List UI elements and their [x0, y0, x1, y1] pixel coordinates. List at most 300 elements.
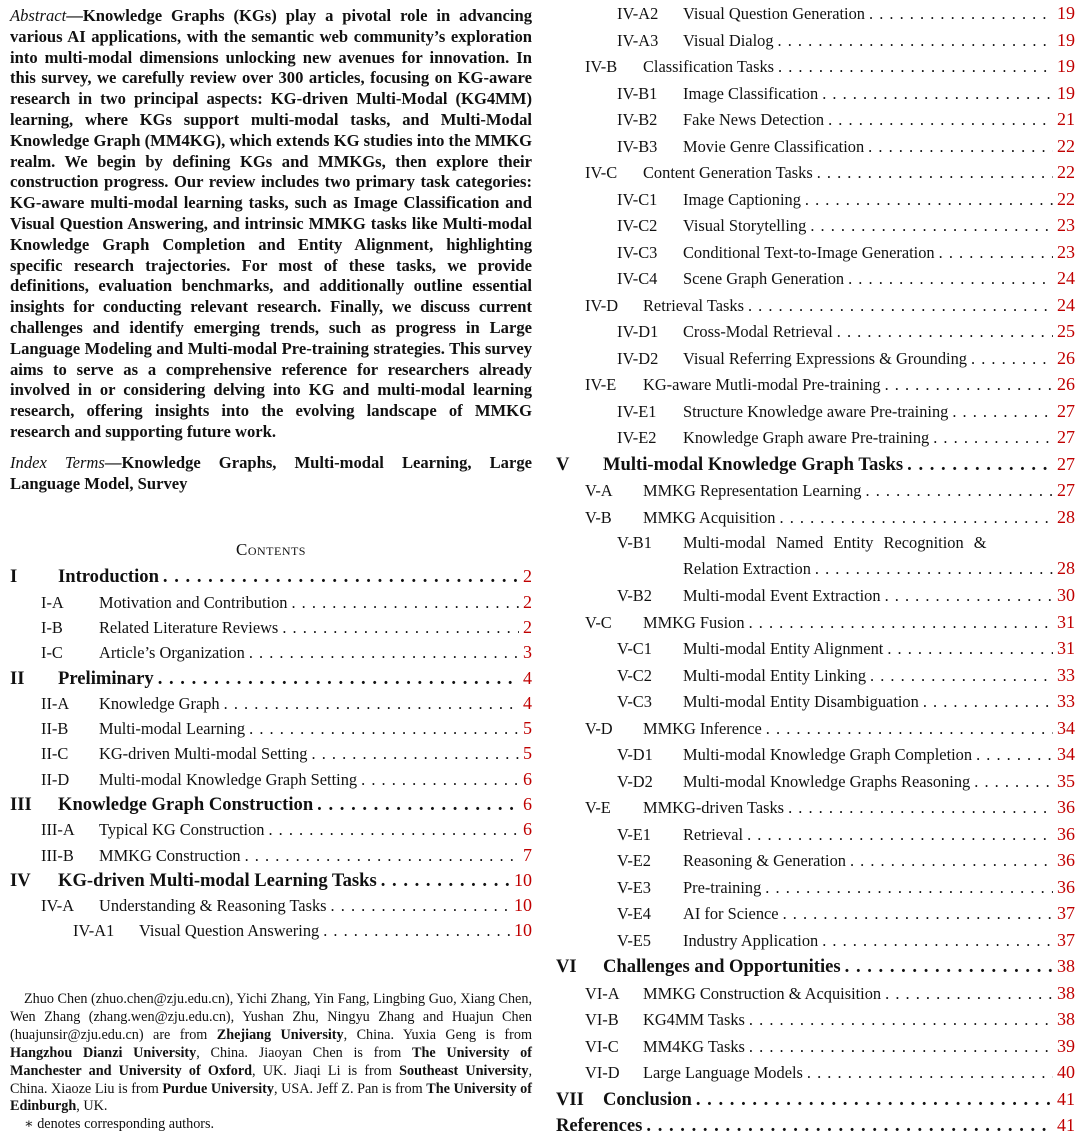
dot-leader	[807, 1063, 1053, 1083]
dot-leader	[765, 878, 1053, 898]
dot-leader	[923, 692, 1053, 712]
toc-num: V-E3	[617, 877, 651, 897]
toc-num: I-A	[41, 592, 64, 612]
dot-leader	[249, 643, 519, 663]
toc-title: Multi-modal Knowledge Graph Setting	[99, 769, 358, 789]
dot-leader	[158, 668, 519, 690]
toc-entry[interactable]	[556, 665, 1075, 692]
toc-title: KG4MM Tasks	[643, 1010, 745, 1029]
dot-leader	[885, 984, 1053, 1004]
toc-num: V-C3	[617, 692, 652, 711]
toc-entry[interactable]	[556, 744, 1075, 771]
toc-num: II-A	[41, 693, 70, 713]
toc-entry-references[interactable]	[556, 1115, 1075, 1142]
toc-entry[interactable]	[556, 374, 1075, 401]
toc-entry[interactable]	[556, 136, 1075, 163]
toc-num: III	[10, 794, 32, 815]
toc-page-link[interactable]: 28	[1057, 558, 1075, 578]
toc-num: V	[556, 453, 570, 475]
toc-num: IV-C1	[617, 189, 658, 209]
toc-page-link[interactable]: 28	[1057, 506, 1075, 527]
toc-page-link[interactable]: 23	[1057, 241, 1075, 262]
toc-entry[interactable]	[10, 794, 532, 819]
toc-page-link[interactable]: 34	[1057, 717, 1075, 738]
toc-page-link[interactable]: 24	[1057, 268, 1075, 288]
toc-entry[interactable]	[556, 109, 1075, 136]
toc-page-link[interactable]: 35	[1057, 770, 1075, 791]
toc-title: Pre-training	[683, 877, 762, 897]
toc-page-link[interactable]: 22	[1057, 162, 1075, 182]
toc-entry[interactable]	[556, 1009, 1075, 1036]
toc-title: Structure Knowledge aware Pre-training	[683, 401, 949, 421]
toc-page-link[interactable]: 7	[523, 844, 532, 865]
index-terms-text: —Knowledge Graphs, Multi-modal Learning, Large Language Model, Survey	[10, 452, 532, 493]
toc-entry[interactable]	[556, 771, 1075, 798]
toc-entry[interactable]	[556, 797, 1075, 824]
left-column	[10, 6, 532, 946]
toc-title: Visual Referring Expressions & Grounding	[683, 348, 967, 368]
toc-page-link[interactable]: 22	[1057, 135, 1075, 156]
toc-title: Retrieval Tasks	[643, 295, 744, 315]
toc-title: Article’s Organization	[99, 643, 245, 663]
dot-leader	[780, 508, 1053, 528]
toc-num: VI-D	[585, 1063, 620, 1082]
affiliation-text: , UK.	[76, 1098, 108, 1115]
dot-leader	[312, 744, 519, 764]
toc-entry[interactable]	[10, 819, 532, 844]
dot-leader	[866, 481, 1054, 501]
dot-leader	[317, 794, 519, 816]
toc-title: MMKG Construction & Acquisition	[643, 983, 882, 1003]
toc-title: Scene Graph Generation	[683, 269, 845, 288]
toc-page-link[interactable]: 31	[1057, 638, 1075, 658]
dot-leader	[291, 593, 519, 613]
toc-page-link[interactable]: 36	[1057, 876, 1075, 897]
toc-entry[interactable]	[556, 718, 1075, 745]
toc-title: Visual Question Generation	[683, 4, 866, 23]
toc-entry[interactable]	[556, 507, 1075, 534]
toc-title: Retrieval	[683, 824, 744, 844]
toc-title: Fake News Detection	[683, 110, 825, 129]
toc-page-link[interactable]: 27	[1057, 427, 1075, 447]
toc-num: II-C	[41, 744, 69, 764]
dot-leader	[845, 956, 1053, 978]
affiliation-institution: Hangzhou Dianzi University	[10, 1044, 197, 1061]
toc-entry[interactable]	[556, 189, 1075, 216]
dot-leader	[885, 375, 1053, 395]
toc-page-link[interactable]: 31	[1057, 611, 1075, 632]
toc-num: IV-C2	[617, 216, 658, 235]
toc-entry[interactable]	[556, 930, 1075, 957]
affiliation-text: Zhuo Chen (zhuo.chen@zju.edu.cn), Yichi Zhang, Yin Fang, Lingbing Guo, Xiang Chen, Wen Zhang (zhang.wen@zju.edu.cn), Yushan Zhu, Ningyu Zhang and Huajun Chen (huajunsir@zju.edu.cn) are from	[10, 991, 532, 1043]
toc-page-link[interactable]: 19	[1057, 56, 1075, 76]
toc-num: III-A	[41, 820, 75, 840]
toc-page-link[interactable]: 4	[523, 667, 532, 688]
toc-page-link[interactable]: 38	[1057, 1009, 1075, 1029]
toc-page-link[interactable]: 33	[1057, 664, 1075, 685]
dot-leader	[907, 454, 1053, 476]
toc-page-link[interactable]: 25	[1057, 321, 1075, 341]
toc-num: V-E1	[617, 824, 651, 844]
corresponding-note: ∗ denotes corresponding authors.	[24, 1116, 215, 1133]
toc-title: KG-driven Multi-modal Setting	[99, 744, 308, 764]
dot-leader	[976, 745, 1053, 765]
dot-leader	[224, 694, 519, 714]
toc-num: V-B	[585, 507, 612, 527]
dot-leader	[748, 296, 1053, 316]
toc-num: V-E4	[617, 904, 651, 923]
dot-leader	[646, 1115, 1053, 1137]
toc-entry[interactable]	[556, 1062, 1075, 1089]
dot-leader	[323, 921, 510, 941]
toc-num: V-E2	[617, 851, 651, 870]
dot-leader	[869, 4, 1053, 24]
toc-num: V-A	[585, 481, 613, 500]
dot-leader	[696, 1089, 1053, 1111]
toc-page-link[interactable]: 2	[523, 566, 532, 587]
toc-entry[interactable]	[10, 642, 532, 667]
toc-left	[10, 566, 532, 945]
toc-title: Visual Storytelling	[683, 216, 807, 235]
dot-leader	[361, 770, 519, 790]
toc-title: Knowledge Graph aware Pre-training	[683, 428, 930, 447]
toc-entry-continued[interactable]	[556, 558, 1075, 585]
toc-num: VI-A	[585, 983, 620, 1003]
affiliation-institution: Southeast University	[399, 1062, 529, 1079]
toc-title: Preliminary	[58, 667, 154, 689]
toc-page-link[interactable]: 38	[1057, 982, 1075, 1003]
toc-page-link[interactable]: 36	[1057, 823, 1075, 844]
toc-title: MMKG-driven Tasks	[643, 798, 785, 817]
toc-page-link[interactable]: 5	[523, 743, 532, 764]
toc-title: Multi-modal Learning	[99, 719, 246, 739]
toc-title: Visual Dialog	[683, 30, 774, 50]
toc-num: IV-E1	[617, 401, 657, 421]
toc-page-link[interactable]: 23	[1057, 215, 1075, 235]
dot-leader	[933, 428, 1053, 448]
toc-entry[interactable]	[10, 743, 532, 768]
toc-entry[interactable]	[556, 638, 1075, 665]
dot-leader	[868, 137, 1053, 157]
toc-entry[interactable]	[556, 215, 1075, 242]
dot-leader	[939, 243, 1053, 263]
toc-page-link[interactable]: 2	[523, 616, 532, 637]
abstract-text: —Knowledge Graphs (KGs) play a pivotal role in advancing various AI applications, with the semantic web community’s exploration into multi-modal dimensions unlocking new avenues for innovation. In this survey, we carefully review over 300 articles, focusing on KG-aware research in two principal aspects: KG-driven Multi-Modal (KG4MM) learning, where KGs support multi-modal tasks, and Multi-Modal Knowledge Graph (MM4KG), which extends KG studies into the MMKG realm. We begin by defining KGs and MMKGs, then explore their construction progress. Our review includes two primary task categories: KG-aware multi-modal learning tasks, such as Image Classification and Visual Question Answering, and intrinsic MMKG tasks like Multi-modal Knowledge Graph Completion and Entity Alignment, highlighting specific research trajectories. For most of these tasks, we provide definitions, evaluation benchmarks, and additionally outline essential insights for conducting relevant research. Finally, we discuss current challenges and identify emerging trends, such as progress in Large Language Modeling and Multi-modal Pre-training strategies. This survey aims to serve as a comprehensive reference for researchers already involved in or considering delving into KG and multi-modal learning research, offering insights into the evolving landscape of MMKG research and supporting future work.	[10, 6, 532, 441]
toc-num: VI	[556, 956, 577, 977]
toc-num: II	[10, 667, 25, 689]
affiliation-text: , China. Xiaoze Liu is from	[10, 1062, 532, 1097]
toc-page-link[interactable]: 19	[1057, 82, 1075, 103]
toc-num: IV-E2	[617, 428, 657, 447]
toc-page-link[interactable]: 19	[1057, 29, 1075, 50]
toc-num: IV-B2	[617, 110, 658, 129]
toc-title: Motivation and Contribution	[99, 592, 288, 612]
toc-title: Related Literature Reviews	[99, 617, 279, 637]
toc-num: V-D1	[617, 745, 653, 764]
toc-page-link[interactable]: 5	[523, 718, 532, 739]
toc-title: Knowledge Graph Construction	[58, 794, 314, 815]
toc-title: Challenges and Opportunities	[603, 956, 841, 977]
toc-title: MM4KG Tasks	[643, 1036, 745, 1056]
toc-entry[interactable]	[556, 401, 1075, 428]
dot-leader	[282, 618, 519, 638]
toc-title: Multi-modal Entity Alignment	[683, 639, 884, 658]
toc-title: Multi-modal Entity Disambiguation	[683, 692, 919, 711]
toc-num: V-B1	[617, 533, 652, 552]
dot-leader	[850, 851, 1053, 871]
dot-leader	[268, 820, 519, 840]
contents-title: Contents	[235, 540, 306, 560]
toc-title: KG-driven Multi-modal Learning Tasks	[58, 869, 377, 891]
toc-page-link[interactable]: 6	[523, 794, 532, 814]
toc-num: V-D2	[617, 771, 653, 791]
toc-page-link[interactable]: 24	[1057, 294, 1075, 315]
dot-leader	[783, 904, 1053, 924]
dot-leader	[749, 613, 1053, 633]
affiliation-text: , UK. Jiaqi Li is from	[252, 1062, 400, 1079]
toc-title: Conclusion	[603, 1088, 692, 1110]
toc-num: VII	[556, 1088, 584, 1110]
toc-page-link[interactable]: 34	[1057, 744, 1075, 764]
toc-num: II-B	[41, 719, 69, 739]
toc-entry[interactable]	[556, 321, 1075, 348]
toc-title: Understanding & Reasoning Tasks	[99, 896, 327, 916]
dot-leader	[822, 84, 1053, 104]
toc-page-link[interactable]: 27	[1057, 400, 1075, 421]
toc-title: MMKG Representation Learning	[643, 481, 862, 500]
toc-entry[interactable]	[10, 718, 532, 743]
dot-leader	[885, 586, 1053, 606]
toc-page-link[interactable]: 26	[1057, 347, 1075, 368]
dot-leader	[381, 870, 510, 892]
toc-page-link[interactable]: 22	[1057, 188, 1075, 209]
toc-page-link[interactable]: 38	[1057, 956, 1075, 976]
dot-leader	[974, 772, 1053, 792]
toc-entry[interactable]	[10, 895, 532, 920]
toc-num: V-C	[585, 612, 612, 632]
abstract-lead: Abstract	[10, 6, 67, 25]
toc-num: III-B	[41, 845, 74, 865]
toc-entry[interactable]	[556, 877, 1075, 904]
toc-entry[interactable]	[10, 920, 532, 945]
toc-entry[interactable]	[556, 83, 1075, 110]
right-column	[556, 3, 1075, 1142]
affiliation-institution: The University of Edinburgh	[10, 1080, 532, 1115]
toc-title: MMKG Inference	[643, 718, 762, 738]
toc-entry[interactable]	[556, 242, 1075, 269]
toc-entry[interactable]	[556, 3, 1075, 30]
toc-num: V-B2	[617, 586, 652, 605]
toc-num: IV-A2	[617, 4, 659, 23]
dot-leader	[788, 798, 1053, 818]
toc-entry[interactable]	[556, 824, 1075, 851]
toc-page-link[interactable]: 19	[1057, 3, 1075, 23]
toc-num: IV-A1	[73, 921, 115, 941]
toc-entry[interactable]	[10, 617, 532, 642]
toc-num: II-D	[41, 769, 70, 789]
toc-entry[interactable]	[556, 903, 1075, 930]
toc-title: Cross-Modal Retrieval	[683, 322, 833, 341]
toc-title: References	[556, 1115, 643, 1136]
toc-entry[interactable]	[556, 1089, 1075, 1116]
toc-title: Large Language Models	[643, 1063, 803, 1082]
toc-title: Multi-modal Named Entity Recognition &	[683, 533, 987, 552]
toc-entry[interactable]	[556, 956, 1075, 983]
dot-leader	[815, 559, 1053, 579]
dot-leader	[971, 349, 1053, 369]
toc-entry[interactable]	[10, 845, 532, 870]
toc-title: Reasoning & Generation	[683, 851, 846, 870]
toc-entry[interactable]	[556, 56, 1075, 83]
toc-entry[interactable]	[556, 30, 1075, 57]
toc-num: V-E	[585, 798, 611, 817]
dot-leader	[805, 190, 1053, 210]
toc-title: Movie Genre Classification	[683, 136, 865, 156]
toc-page-link[interactable]: 10	[514, 920, 532, 941]
dot-leader	[952, 402, 1053, 422]
abstract	[10, 6, 532, 443]
toc-right	[556, 3, 1075, 1142]
toc-page-link[interactable]: 39	[1057, 1035, 1075, 1056]
dot-leader	[870, 666, 1053, 686]
toc-num: IV-D	[585, 295, 619, 315]
toc-num: I	[10, 566, 18, 588]
index-terms	[10, 453, 532, 495]
toc-title: Image Classification	[683, 83, 819, 103]
toc-num: VI-C	[585, 1036, 619, 1056]
toc-title: Relation Extraction	[683, 559, 811, 578]
toc-entry[interactable]	[10, 693, 532, 718]
toc-title: Multi-modal Knowledge Graph Completion	[683, 745, 973, 764]
toc-page-link[interactable]: 6	[523, 768, 532, 789]
dot-leader	[749, 1037, 1053, 1057]
toc-page-link[interactable]: 27	[1057, 480, 1075, 500]
dot-leader	[747, 825, 1053, 845]
dot-leader	[810, 216, 1053, 236]
toc-page-link[interactable]: 37	[1057, 929, 1075, 950]
dot-leader	[766, 719, 1053, 739]
dot-leader	[778, 57, 1053, 77]
toc-page-link[interactable]: 4	[523, 692, 532, 713]
toc-entry[interactable]	[556, 1036, 1075, 1063]
toc-title: Content Generation Tasks	[643, 163, 813, 182]
toc-page-link[interactable]: 26	[1057, 374, 1075, 394]
toc-title: Multi-modal Entity Linking	[683, 665, 867, 685]
toc-num: IV	[10, 869, 31, 891]
toc-page-link[interactable]: 36	[1057, 797, 1075, 817]
toc-entry[interactable]	[10, 870, 532, 895]
toc-title: Multi-modal Knowledge Graph Tasks	[603, 453, 904, 475]
toc-num: VI-B	[585, 1010, 619, 1029]
toc-title: Conditional Text-to-Image Generation	[683, 242, 935, 262]
toc-page-link[interactable]: 6	[523, 819, 532, 840]
toc-page-link[interactable]: 3	[523, 642, 532, 663]
toc-entry[interactable]	[556, 585, 1075, 612]
toc-num: IV-C4	[617, 269, 658, 288]
toc-title: AI for Science	[683, 904, 779, 923]
affiliation-text: , China. Jiaoyan Chen is from	[196, 1044, 412, 1061]
toc-entry[interactable]	[556, 348, 1075, 375]
dot-leader	[778, 31, 1053, 51]
toc-entry[interactable]	[556, 454, 1075, 481]
toc-title: MMKG Fusion	[643, 612, 745, 632]
toc-page-link[interactable]: 10	[514, 869, 532, 890]
toc-entry[interactable]	[556, 612, 1075, 639]
toc-num: IV-A	[41, 896, 75, 916]
toc-num: V-D	[585, 718, 613, 738]
toc-title: MMKG Construction	[99, 845, 241, 865]
toc-num: I-B	[41, 617, 63, 637]
toc-entry[interactable]	[10, 769, 532, 794]
toc-entry[interactable]	[556, 295, 1075, 322]
toc-page-link[interactable]: 2	[523, 591, 532, 612]
toc-page-link[interactable]: 30	[1057, 585, 1075, 605]
index-terms-lead: Index Terms	[10, 452, 105, 472]
toc-entry[interactable]	[556, 533, 1075, 558]
affiliation-institution: The University of Manchester and University of Oxford	[10, 1044, 532, 1079]
toc-num: IV-B1	[617, 83, 658, 103]
toc-page-link[interactable]: 27	[1057, 453, 1075, 474]
toc-page-link[interactable]: 33	[1057, 691, 1075, 711]
dot-leader	[245, 846, 519, 866]
author-footnote	[10, 991, 532, 1134]
toc-num: IV-E	[585, 375, 617, 394]
toc-entry[interactable]	[556, 162, 1075, 189]
toc-entry[interactable]	[556, 850, 1075, 877]
toc-entry[interactable]	[556, 480, 1075, 507]
toc-page-link[interactable]: 40	[1057, 1062, 1075, 1082]
toc-title: KG-aware Mutli-modal Pre-training	[643, 375, 881, 394]
toc-page-link[interactable]: 41	[1057, 1088, 1075, 1109]
toc-entry[interactable]	[556, 691, 1075, 718]
toc-num: V-E5	[617, 930, 651, 950]
dot-leader	[828, 110, 1053, 130]
toc-entry[interactable]	[556, 268, 1075, 295]
affiliation-text: , China. Yuxia Geng is from	[343, 1026, 532, 1043]
toc-num: IV-A3	[617, 30, 659, 50]
toc-page-link[interactable]: 10	[514, 895, 532, 916]
toc-num: IV-B	[585, 57, 618, 76]
toc-page-link[interactable]: 36	[1057, 850, 1075, 870]
dot-leader	[817, 163, 1053, 183]
toc-title: Knowledge Graph	[99, 693, 220, 713]
toc-num: V-C1	[617, 639, 652, 658]
toc-page-link[interactable]: 41	[1057, 1115, 1075, 1135]
toc-entry[interactable]	[10, 592, 532, 617]
affiliations	[10, 991, 532, 1116]
toc-entry[interactable]	[556, 983, 1075, 1010]
toc-page-link[interactable]: 37	[1057, 903, 1075, 923]
dot-leader	[331, 896, 510, 916]
toc-entry[interactable]	[556, 427, 1075, 454]
toc-num: IV-D1	[617, 322, 659, 341]
dot-leader	[848, 269, 1053, 289]
toc-num: V-C2	[617, 665, 652, 685]
toc-page-link[interactable]: 21	[1057, 109, 1075, 129]
toc-num: IV-C3	[617, 242, 658, 262]
dot-leader	[837, 322, 1053, 342]
dot-leader	[822, 931, 1053, 951]
toc-title: Multi-modal Event Extraction	[683, 586, 881, 605]
toc-entry[interactable]	[10, 566, 532, 591]
affiliation-institution: Zhejiang University	[216, 1026, 344, 1043]
dot-leader	[749, 1010, 1053, 1030]
toc-entry[interactable]	[10, 668, 532, 693]
toc-title: Industry Application	[683, 930, 819, 950]
toc-num: IV-D2	[617, 348, 659, 368]
toc-title: Introduction	[58, 566, 159, 588]
toc-num: IV-B3	[617, 136, 658, 156]
